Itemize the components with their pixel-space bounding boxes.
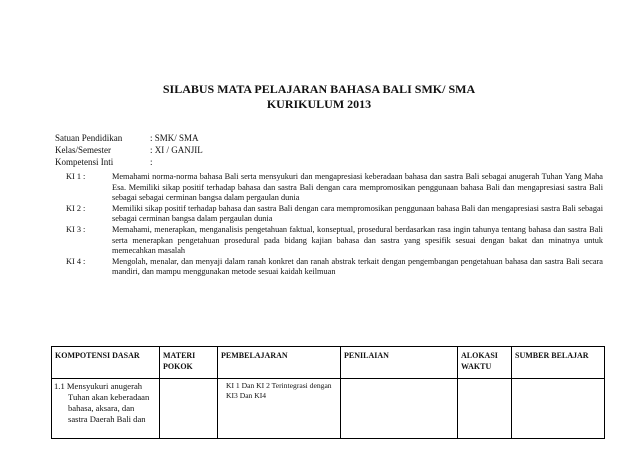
cell-penilaian bbox=[341, 379, 458, 439]
table-header-row bbox=[52, 347, 605, 379]
kompetensi-inti-list bbox=[66, 172, 603, 278]
kd-first-line: 1.1 Mensyukuri anugerah bbox=[54, 381, 143, 391]
kd-continuation: Tuhan akan keberadaan bahasa, aksara, dan sastra Daerah Bali dan bbox=[68, 392, 150, 424]
header-kompetensi-dasar: KOMPOTENSI DASAR bbox=[52, 347, 160, 379]
silabus-table bbox=[51, 346, 605, 439]
ki-text: Memahami, menerapkan, menganalisis pengetahuan faktual, konseptual, prosedural berdasarkan rasa ingin tahunya tentang bahasa dan sastra Bali serta menerapkan pengetahuan prosedural pada bidang kajian bahasa dan sastra yang spesifik sesuai dengan bakat dan minatnya untuk memecahkan masalah bbox=[112, 224, 603, 256]
cell-pembelajaran: KI 1 Dan KI 2 Terintegrasi dengan KI3 Dan KI4 bbox=[218, 379, 341, 439]
info-block bbox=[55, 132, 203, 168]
info-row-satuan bbox=[55, 132, 203, 144]
info-value: : bbox=[150, 157, 153, 167]
header-sumber-belajar: SUMBER BELAJAR bbox=[512, 347, 605, 379]
ki-code: KI 4 : bbox=[66, 256, 86, 266]
ki-text: Mengolah, menalar, dan menyaji dalam ranah konkret dan ranah abstrak terkait dengan pengembangan pengetahuan bahasa dan sastra Bali secara mandiri, dan mampu menggunakan metode sesuai kaidah keilmuan bbox=[112, 256, 603, 277]
ki-code: KI 2 : bbox=[66, 203, 86, 213]
ki-code: KI 1 : bbox=[66, 172, 86, 181]
cell-kompetensi-dasar bbox=[52, 379, 160, 439]
header-materi-pokok: MATERI POKOK bbox=[160, 347, 218, 379]
ki-text: Memahami norma-norma bahasa Bali serta mensyukuri dan mengapresiasi keberadaan bahasa dan sastra Bali sebagai anugerah Tuhan Yang Maha Esa. Memiliki sikap positif terhadap bahasa dan sastra Bali dengan cara mempromosikan penggunaan bahasa Bali dan mengapresiasi sastra Bali sebagai sebagai cerminan bangsa dalam pergaulan dunia bbox=[112, 172, 603, 203]
table-row bbox=[52, 379, 605, 439]
document-title bbox=[0, 82, 638, 112]
header-penilaian: PENILAIAN bbox=[341, 347, 458, 379]
ki-item bbox=[66, 172, 603, 204]
ki-code: KI 3 : bbox=[66, 224, 86, 234]
title-line-2: KURIKULUM 2013 bbox=[266, 97, 372, 111]
cell-materi-pokok bbox=[160, 379, 218, 439]
info-value: : XI / GANJIL bbox=[150, 145, 203, 155]
header-pembelajaran: PEMBELAJARAN bbox=[218, 347, 341, 379]
info-label: Satuan Pendidikan bbox=[55, 133, 123, 143]
cell-sumber-belajar bbox=[512, 379, 605, 439]
info-row-kompetensi bbox=[55, 156, 203, 168]
ki-item bbox=[66, 225, 603, 257]
cell-alokasi-waktu bbox=[458, 379, 512, 439]
info-label: Kompetensi Inti bbox=[55, 157, 114, 167]
info-row-kelas bbox=[55, 144, 203, 156]
ki-text: Memiliki sikap positif terhadap bahasa dan sastra Bali dengan cara mempromosikan penggunaan bahasa Bali dan mengapresiasi sastra Bali sebagai sebagai cerminan bangsa dalam pergaulan dunia bbox=[112, 203, 603, 224]
ki-item bbox=[66, 204, 603, 225]
header-alokasi-waktu: ALOKASI WAKTU bbox=[458, 347, 512, 379]
info-label: Kelas/Semester bbox=[55, 145, 111, 155]
title-line-1: SILABUS MATA PELAJARAN BAHASA BALI SMK/ SMA bbox=[162, 82, 476, 96]
info-value: : SMK/ SMA bbox=[150, 133, 199, 143]
ki-item bbox=[66, 257, 603, 278]
